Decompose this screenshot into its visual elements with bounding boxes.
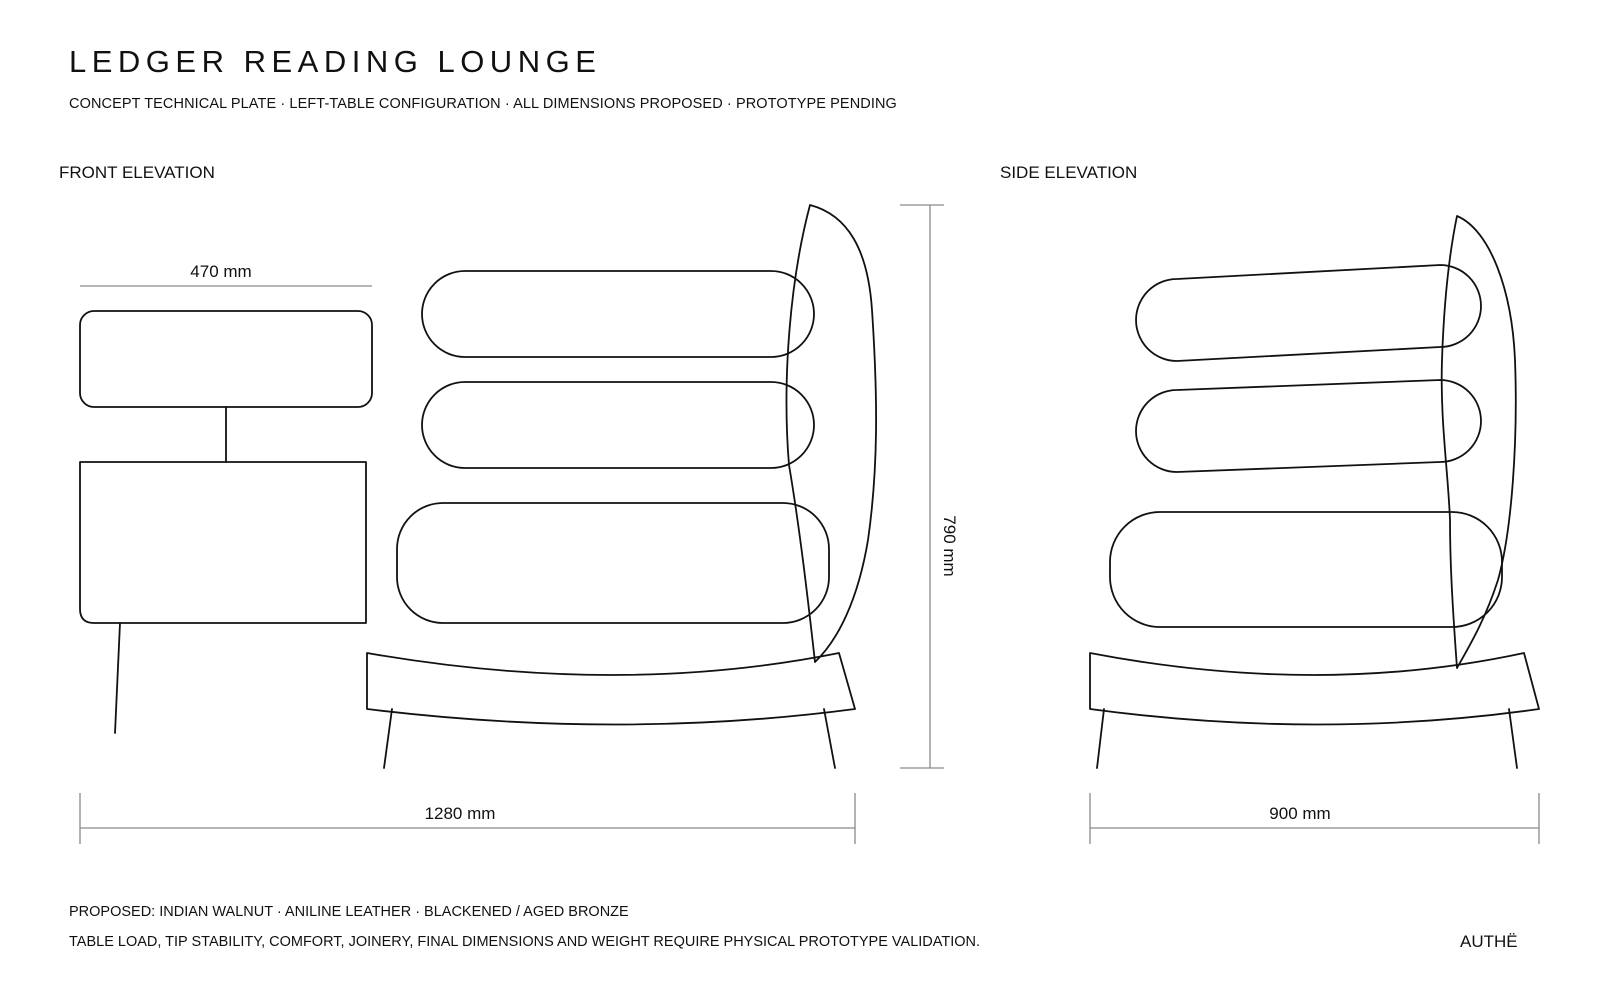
side-base xyxy=(1090,653,1539,725)
table-cabinet xyxy=(80,462,366,623)
side-leg-left xyxy=(1097,709,1104,768)
side-leg-right xyxy=(1509,709,1517,768)
cushion-upper xyxy=(422,271,814,357)
overall-width-dim-text: 1280 mm xyxy=(424,804,496,823)
side-seat-cushion xyxy=(1110,512,1502,627)
side-frame xyxy=(787,205,877,662)
front-leg-right xyxy=(824,709,835,768)
table-top xyxy=(80,311,372,407)
validation-note: TABLE LOAD, TIP STABILITY, COMFORT, JOINERY, FINAL DIMENSIONS AND WEIGHT REQUIRE PHYSICAL PROTOTYPE VALIDATION. xyxy=(69,934,981,950)
front-elevation-label: FRONT ELEVATION xyxy=(59,163,215,182)
side-elevation xyxy=(1090,216,1539,844)
overall-width-dimension xyxy=(80,793,855,844)
side-view-frame xyxy=(1442,216,1516,668)
side-elevation-label: SIDE ELEVATION xyxy=(1000,163,1138,182)
front-elevation xyxy=(80,205,959,844)
side-cushion-middle xyxy=(1136,380,1481,472)
table-width-dimension xyxy=(80,262,372,286)
front-leg-left xyxy=(384,709,392,768)
seat-cushion xyxy=(397,503,829,623)
front-base xyxy=(367,653,855,725)
table-width-dim-text: 470 mm xyxy=(190,262,252,281)
height-dim-text: 790 mm xyxy=(940,515,959,577)
side-cushion-upper xyxy=(1136,265,1481,361)
plate-title: LEDGER READING LOUNGE xyxy=(69,44,602,79)
materials-note: PROPOSED: INDIAN WALNUT · ANILINE LEATHER · BLACKENED / AGED BRONZE xyxy=(69,904,629,920)
depth-dim-text: 900 mm xyxy=(1269,804,1331,823)
depth-dimension xyxy=(1090,793,1539,844)
back-cushions xyxy=(397,271,829,623)
plate-subtitle: CONCEPT TECHNICAL PLATE · LEFT-TABLE CONFIGURATION · ALL DIMENSIONS PROPOSED · PROTOTYPE PENDING xyxy=(69,96,897,112)
side-table xyxy=(80,311,372,733)
brand-mark: AUTHË xyxy=(1460,932,1518,951)
cushion-middle xyxy=(422,382,814,468)
height-dimension xyxy=(900,205,959,768)
table-leg xyxy=(115,623,120,733)
